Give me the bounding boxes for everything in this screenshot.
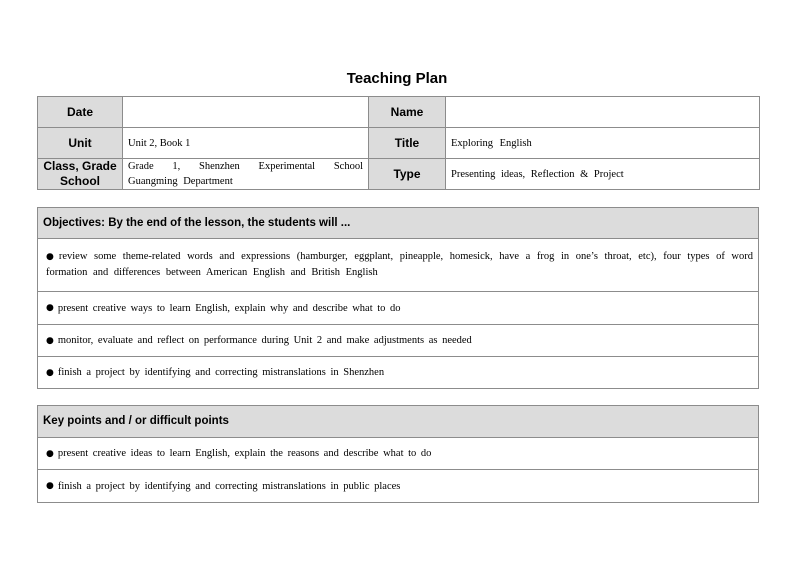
date-label: Date [38,97,123,128]
title-value-text: Exploring English [451,137,532,149]
info-row-date [38,97,760,128]
info-row-unit [38,128,760,159]
key-point-item [38,438,758,470]
class-value-line1: Grade 1, Shenzhen Experimental School [128,161,363,172]
bullet-icon: ● [46,448,54,459]
bullet-icon: ● [46,252,55,262]
unit-value: Unit 2, Book 1 [123,128,369,159]
type-label: Type [369,159,446,190]
objectives-section [37,207,759,389]
name-label: Name [369,97,446,128]
objective-item [38,292,758,325]
class-label: Class, Grade School [38,159,123,190]
unit-label: Unit [38,128,123,159]
objective-item [38,325,758,357]
objective-item [38,357,758,388]
objective-item-text: review some theme-related words and expressions (hamburger, eggplant, pineapple, homesick, have a frog in one’s throat, etc), four types of word formation and differences between American English and British English [46,251,754,278]
type-value-text: Presenting ideas, Reflection & Project [451,168,624,180]
key-point-item-text: finish a project by identifying and correcting mistranslations in public places [57,480,401,492]
key-point-item-text: present creative ideas to learn English, explain the reasons and describe what to do [57,448,432,459]
info-table [37,96,760,190]
objectives-heading: Objectives: By the end of the lesson, the students will ... [38,208,758,239]
bullet-icon: ● [46,481,54,491]
key-points-section [37,405,759,503]
info-row-class [38,159,760,190]
type-value [446,159,760,190]
date-value [123,97,369,128]
bullet-icon: ● [46,335,54,346]
objective-item-text: present creative ways to learn English, explain why and describe what to do [57,302,401,314]
page-title: Teaching Plan [346,70,448,87]
key-points-heading: Key points and / or difficult points [38,406,758,438]
title-value [446,128,760,159]
bullet-icon: ● [46,367,54,378]
name-value [446,97,760,128]
title-label: Title [369,128,446,159]
objective-text [46,249,753,281]
class-value-line2: Guangming Department [128,176,233,187]
objective-item-text: monitor, evaluate and reflect on performance during Unit 2 and make adjustments as needed [57,335,472,346]
class-value [123,159,369,190]
bullet-icon: ● [46,303,54,313]
key-point-item [38,470,758,502]
objective-item-text: finish a project by identifying and correcting mistranslations in Shenzhen [57,367,385,378]
objective-item [38,239,758,292]
